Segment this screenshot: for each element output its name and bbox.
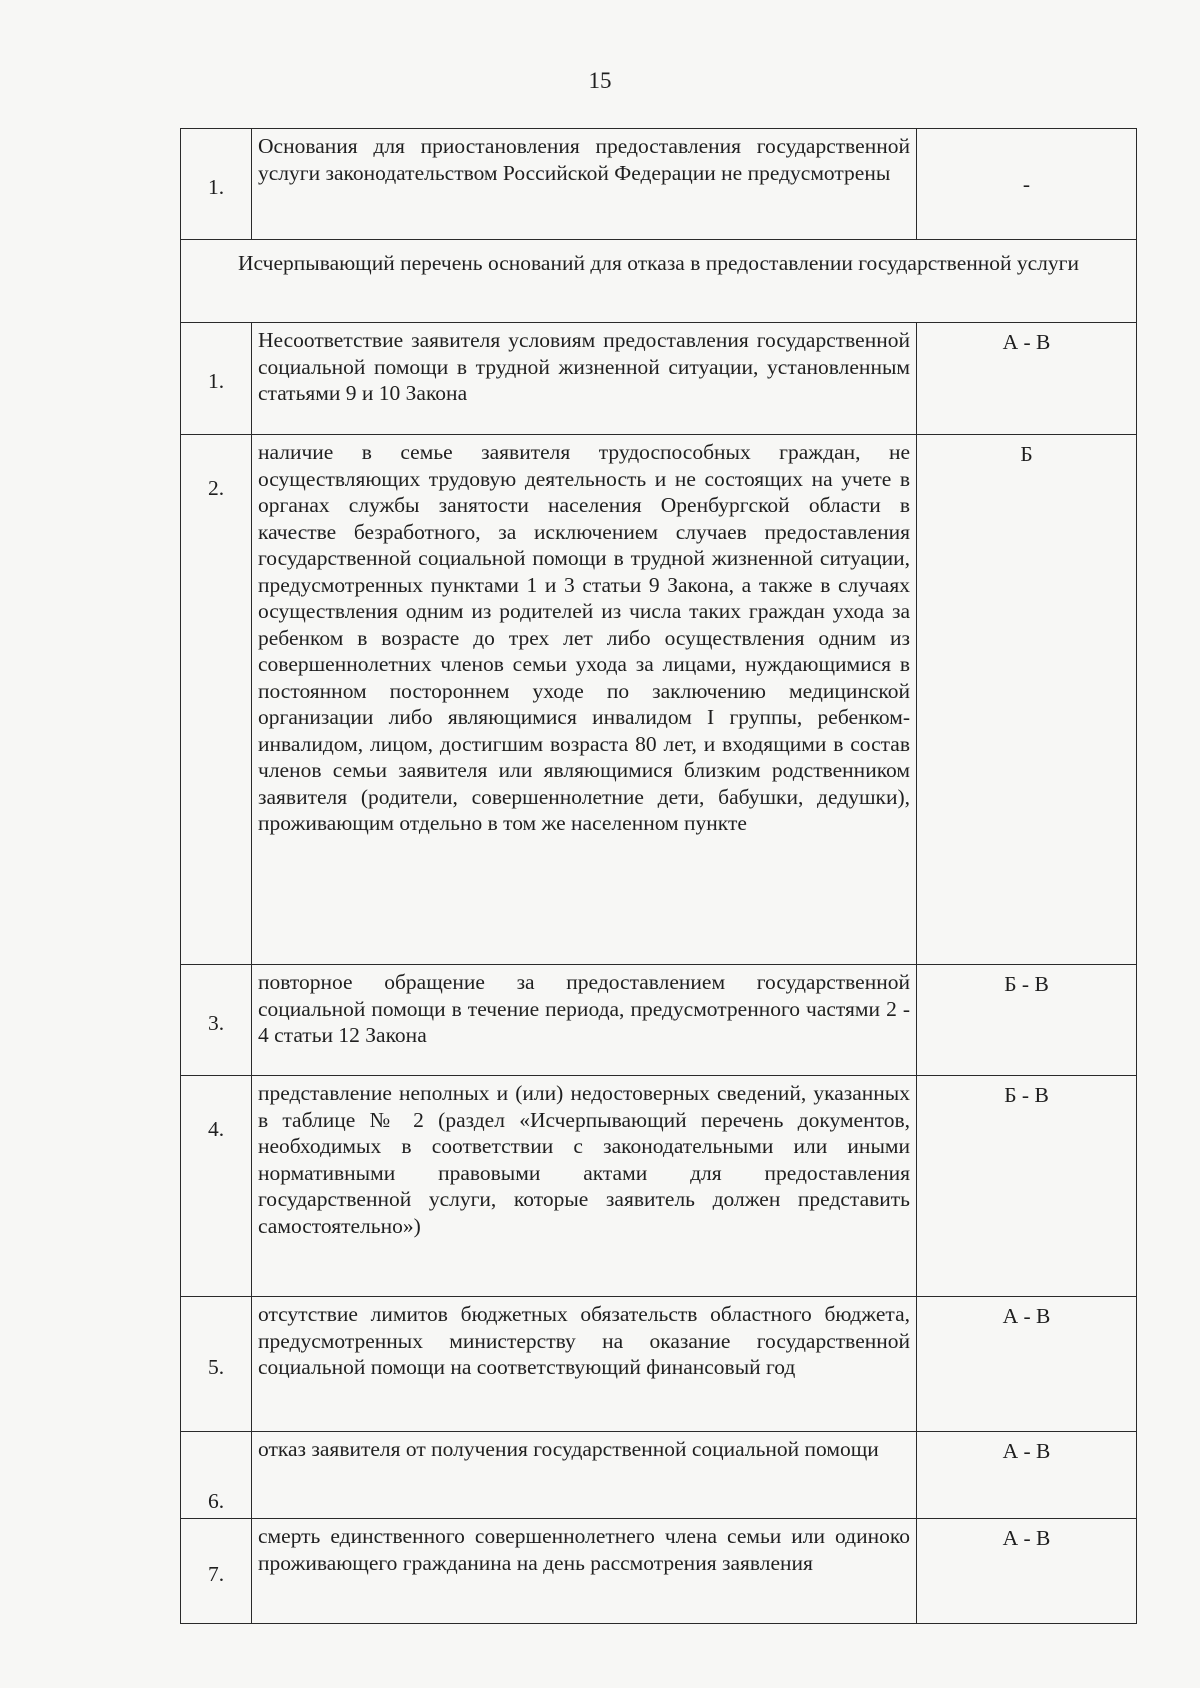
table-row bbox=[181, 1519, 1137, 1624]
table-row bbox=[181, 129, 1137, 240]
row-text: смерть единственного совершеннолетнего члена семьи или одиноко проживающего гражданина на день рассмотрения заявления bbox=[252, 1519, 917, 1624]
row-text: отсутствие лимитов бюджетных обязательств областного бюджета, предусмотренных министерству на оказание государственной социальной помощи на соответствующий финансовый год bbox=[252, 1297, 917, 1432]
row-code: Б - В bbox=[917, 1076, 1137, 1297]
table-section-row bbox=[181, 240, 1137, 323]
row-code: Б bbox=[917, 435, 1137, 965]
row-number: 2. bbox=[181, 435, 252, 965]
row-text: Несоответствие заявителя условиям предоставления государственной социальной помощи в трудной жизненной ситуации, установленным статьями 9 и 10 Закона bbox=[252, 323, 917, 435]
table-row bbox=[181, 435, 1137, 965]
grounds-table bbox=[180, 128, 1137, 1624]
row-number: 5. bbox=[181, 1297, 252, 1432]
row-code: А - В bbox=[917, 1519, 1137, 1624]
table-row bbox=[181, 1432, 1137, 1519]
table-row bbox=[181, 1297, 1137, 1432]
table-row bbox=[181, 965, 1137, 1076]
page-number: 15 bbox=[588, 68, 612, 93]
row-code: Б - В bbox=[917, 965, 1137, 1076]
row-code: А - В bbox=[917, 1432, 1137, 1519]
row-number: 4. bbox=[181, 1076, 252, 1297]
row-number: 3. bbox=[181, 965, 252, 1076]
row-number: 1. bbox=[181, 129, 252, 240]
row-text: наличие в семье заявителя трудоспособных граждан, не осуществляющих трудовую деятельность и не состоящих на учете в органах службы занятости населения Оренбургской области в качестве безработного, за исключением случаев предоставления государственной социальной помощи в трудной жизненной ситуации, предусмотренных пунктами 1 и 3 статьи 9 Закона, а также в случаях осуществления одним из родителей из числа таких граждан ухода за ребенком в возрасте до трех лет либо осуществления одним из совершеннолетних членов семьи ухода за лицами, нуждающимися в постоянном постороннем уходе по заключению медицинской организации либо являющимися инвалидом I группы, ребенком-инвалидом, лицом, достигшим возраста 80 лет, и входящими в состав членов семьи заявителя или являющимися близким родственником заявителя (родители, совершеннолетние дети, бабушки, дедушки), проживающим отдельно в том же населенном пункте bbox=[252, 435, 917, 965]
row-number: 1. bbox=[181, 323, 252, 435]
table-row bbox=[181, 1076, 1137, 1297]
row-number: 7. bbox=[181, 1519, 252, 1624]
row-text: Основания для приостановления предоставления государственной услуги законодательством Российской Федерации не предусмотрены bbox=[252, 129, 917, 240]
row-text: повторное обращение за предоставлением государственной социальной помощи в течение периода, предусмотренного частями 2 - 4 статьи 12 Закона bbox=[252, 965, 917, 1076]
row-text: представление неполных и (или) недостоверных сведений, указанных в таблице № 2 (раздел «Исчерпывающий перечень документов, необходимых в соответствии с законодательными или иными нормативными правовыми актами для предоставления государственной услуги, которые заявитель должен представить самостоятельно») bbox=[252, 1076, 917, 1297]
row-code: - bbox=[917, 129, 1137, 240]
row-text: отказ заявителя от получения государственной социальной помощи bbox=[252, 1432, 917, 1519]
row-number: 6. bbox=[181, 1432, 252, 1519]
row-code: А - В bbox=[917, 1297, 1137, 1432]
section-heading: Исчерпывающий перечень оснований для отказа в предоставлении государственной услуги bbox=[181, 240, 1137, 323]
row-code: А - В bbox=[917, 323, 1137, 435]
table-row bbox=[181, 323, 1137, 435]
